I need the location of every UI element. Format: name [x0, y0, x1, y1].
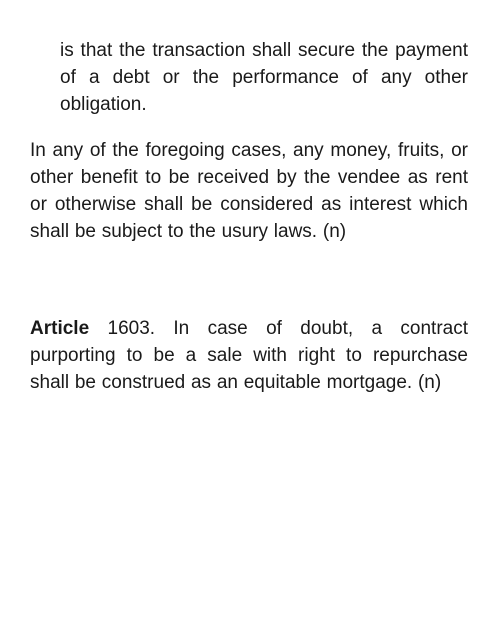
article-1603-paragraph	[30, 315, 468, 396]
article-label: Article	[30, 318, 90, 339]
interest-paragraph: In any of the foregoing cases, any money, fruits, or other benefit to be received by the vendee as rent or otherwise shall be considered as interest which shall be subject to the usury laws. (n)	[30, 140, 468, 242]
article-body: 1603. In case of doubt, a contract purporting to be a sale with right to repurchase shall be construed as an equitable mortgage. (n)	[30, 318, 468, 393]
continuation-paragraph: is that the transaction shall secure the payment of a debt or the performance of any other obligation.	[60, 40, 468, 115]
